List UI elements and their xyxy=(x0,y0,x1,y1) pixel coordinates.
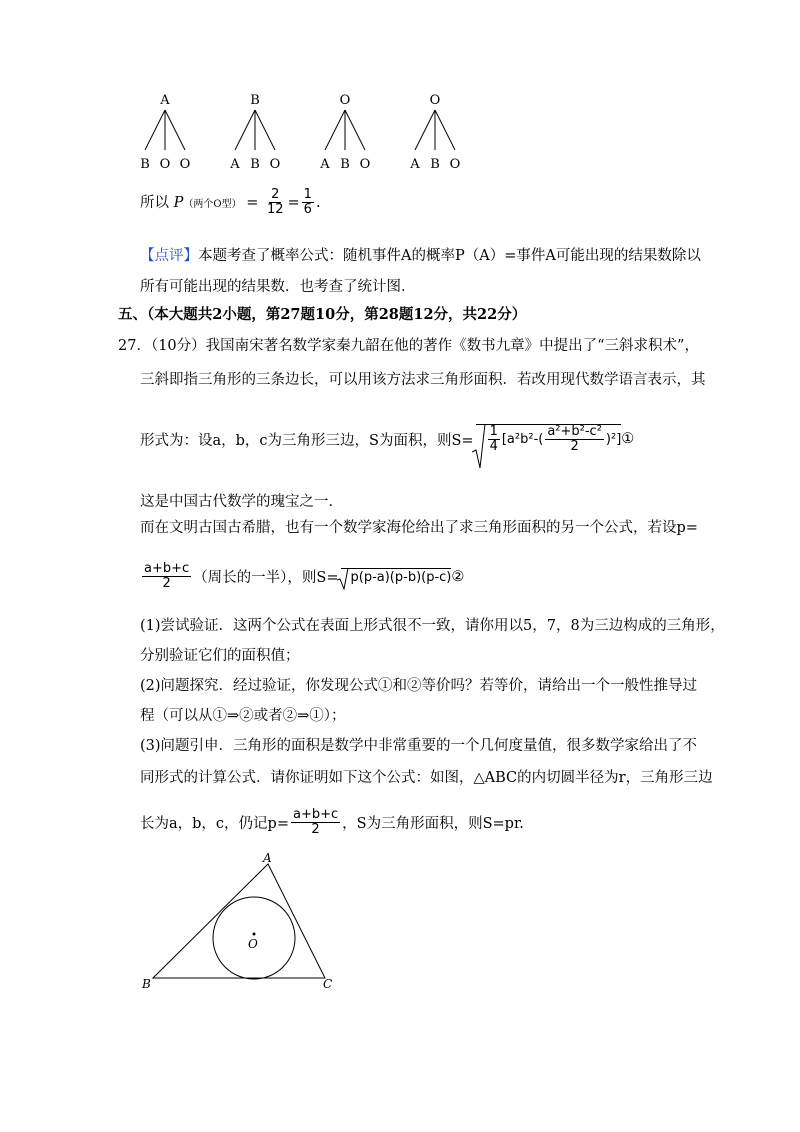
p-num: a+b+c xyxy=(144,561,190,576)
comment-line-1 xyxy=(140,244,701,265)
tree-branch xyxy=(415,110,435,150)
prob-symbol: P xyxy=(173,194,184,211)
quarter-num: 1 xyxy=(489,424,498,439)
q27-line-1: 27．（10分）我国南宋著名数学家秦九韶在他的著作《数书九章》中提出了“三斜求积术”， xyxy=(118,338,699,354)
tree-leaf: O xyxy=(359,157,371,172)
tree-leaf: O xyxy=(179,157,191,172)
q27-line-4: 这是中国古代数学的瑰宝之一． xyxy=(140,494,343,510)
tree-4 xyxy=(409,93,460,172)
prob-eq: = xyxy=(246,194,259,211)
part3-line-b: 同形式的计算公式．请你证明如下这个公式：如图，△ABC的内切圆半径为r，三角形三边 xyxy=(140,770,713,786)
part3-c-suffix: ，S为三角形面积，则S=pr. xyxy=(342,816,524,833)
tree-root: O xyxy=(429,93,441,108)
quarter-den: 4 xyxy=(489,439,498,455)
tree-2 xyxy=(229,93,280,172)
formula1-tail: )²] xyxy=(605,432,622,448)
part2-line-a: (2)问题探究．经过验证，你发现公式①和②等价吗？若等价，请给出一个一般性推导过 xyxy=(140,678,698,694)
tree-leaf: A xyxy=(230,157,240,172)
p2-den: 2 xyxy=(311,822,320,838)
tree-branch xyxy=(235,110,255,150)
label-C: C xyxy=(323,977,333,991)
p-den: 2 xyxy=(162,576,171,592)
prob-fraction-2-num: 1 xyxy=(303,187,312,202)
comment-text-1: 本题考查了概率公式：随机事件A的概率P（A）=事件A可能出现的结果数除以 xyxy=(198,248,701,264)
part1-line-a: (1)尝试验证．这两个公式在表面上形式很不一致，请你用以5，7，8为三边构成的三角形， xyxy=(140,618,725,634)
triangle-abc xyxy=(153,864,325,978)
heron-formula: p(p-a)(p-b)(p-c) xyxy=(350,570,452,586)
label-A: A xyxy=(263,851,272,865)
formula1-sqrt xyxy=(476,424,622,455)
formula1-body: [a²b²-( xyxy=(501,432,544,448)
formula1-a2b2: a²b²-( xyxy=(506,432,544,448)
tree-branch xyxy=(165,110,185,150)
tree-branch xyxy=(255,110,275,150)
tree-leaf: B xyxy=(140,157,150,172)
probability-line xyxy=(140,188,321,218)
inner-num: a²+b²-c² xyxy=(547,424,602,439)
tree-diagrams xyxy=(120,88,480,178)
prob-subscript: （两个O型） xyxy=(183,198,242,210)
tree-root: A xyxy=(160,93,170,108)
q27-line-5: 而在文明古国古希腊，也有一个数学家海伦给出了求三角形面积的另一个公式，若设p= xyxy=(140,520,698,536)
prob-fraction-2 xyxy=(302,188,314,218)
tree-branch xyxy=(345,110,365,150)
q27-formula-line xyxy=(140,424,634,455)
tree-root: B xyxy=(250,93,260,108)
triangle-incircle-figure xyxy=(135,848,345,993)
tree-leaf: A xyxy=(410,157,420,172)
tree-3 xyxy=(319,93,370,172)
tree-leaf: B xyxy=(340,157,350,172)
prob-fraction-1-num: 2 xyxy=(271,187,280,202)
comment-line-2: 所有可能出现的结果数．也考查了统计图． xyxy=(140,279,416,295)
part1-line-b: 分别验证它们的面积值； xyxy=(140,648,300,664)
tree-leaf: B xyxy=(430,157,440,172)
tree-branch xyxy=(435,110,455,150)
formula1-quarter xyxy=(488,425,500,455)
sqrt-sign-icon xyxy=(337,568,349,590)
tree-leaf: O xyxy=(449,157,461,172)
formula2-mark: ② xyxy=(451,568,465,585)
part3-line-c xyxy=(140,808,524,838)
prob-fraction-1-den: 12 xyxy=(266,202,284,218)
p-fraction xyxy=(142,562,191,592)
inner-den: 2 xyxy=(570,439,579,455)
part2-line-b: 程（可以从①⇒②或者②⇒①）； xyxy=(140,708,346,724)
formula1-mark: ① xyxy=(621,431,635,448)
q27-line-2: 三斜即指三角形的三条边长，可以用该方法求三角形面积．若改用现代数学语言表示，其 xyxy=(140,372,706,388)
label-B: B xyxy=(142,977,151,991)
part3-line-a: (3)问题引申．三角形的面积是数学中非常重要的一个几何度量值，很多数学家给出了不 xyxy=(140,738,698,754)
formula1-prefix: 形式为：设a，b，c为三角形三边，S为面积，则S= xyxy=(140,432,474,449)
tree-branch xyxy=(325,110,345,150)
tree-leaf: A xyxy=(320,157,330,172)
center-point xyxy=(253,933,256,936)
prob-fraction-2-den: 6 xyxy=(303,202,312,218)
tree-1 xyxy=(140,93,190,172)
label-O: O xyxy=(248,937,258,951)
section-heading: 五、（本大题共2小题，第27题10分，第28题12分，共22分） xyxy=(118,306,527,323)
part3-c-prefix: 长为a，b，c，仍记p= xyxy=(140,816,289,833)
tree-root: O xyxy=(339,93,351,108)
prob-eq-2: = xyxy=(287,194,300,211)
p-fraction-2 xyxy=(291,808,340,838)
tree-leaf: B xyxy=(250,157,260,172)
tree-leaf: O xyxy=(159,157,171,172)
prob-end: . xyxy=(315,194,321,211)
formula1-inner-frac xyxy=(545,425,604,455)
tree-leaf: O xyxy=(269,157,281,172)
heron-mid-text: （周长的一半），则S= xyxy=(193,570,339,587)
q27-heron-line xyxy=(140,562,464,592)
p2-num: a+b+c xyxy=(292,807,339,822)
heron-sqrt xyxy=(341,568,452,585)
prob-prefix: 所以 xyxy=(140,194,169,211)
sqrt-sign-icon xyxy=(472,424,486,470)
comment-tag: 【点评】 xyxy=(140,248,198,264)
tree-branch xyxy=(145,110,165,150)
prob-fraction-1 xyxy=(265,188,286,218)
